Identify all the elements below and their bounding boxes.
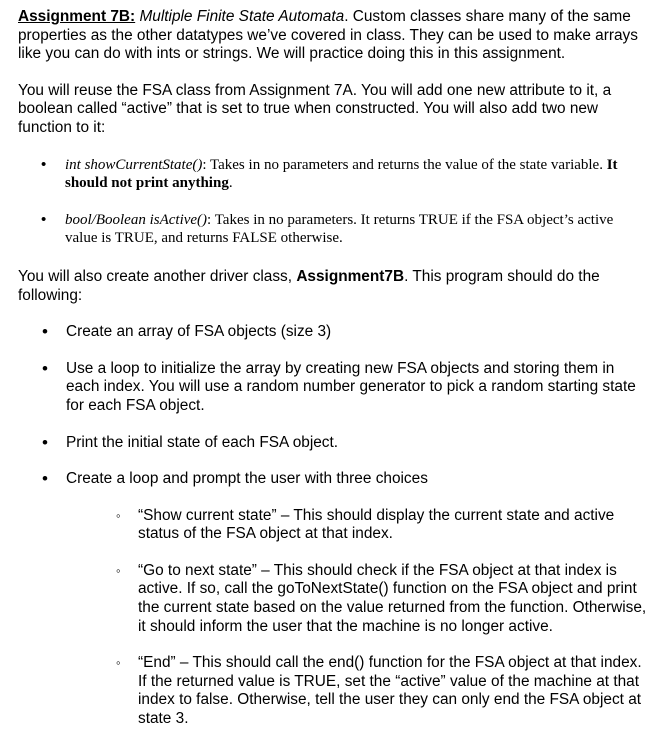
- function-suffix: .: [228, 175, 233, 192]
- function-list: [18, 156, 648, 248]
- function-signature: bool/Boolean isActive(): [65, 211, 208, 228]
- assignment-subtitle: Multiple Finite State Automata: [139, 8, 345, 25]
- driver-paragraph: [18, 268, 648, 305]
- driver-class-name: Assignment7B: [296, 267, 405, 285]
- function-description: : Takes in no parameters and returns the value of the state variable.: [202, 156, 607, 173]
- step-item: • Create an array of FSA objects (size 3): [18, 323, 648, 342]
- reuse-paragraph: You will reuse the FSA class from Assignment 7A. You will add one new attribute to it, a boolean called “active” that is set to true when constructed. You will also add two new function to it:: [18, 81, 612, 136]
- driver-prefix: You will also create another driver class,: [18, 267, 297, 285]
- intro-paragraph: [18, 8, 648, 64]
- assignment-title-label: Assignment 7B:: [18, 8, 136, 25]
- step-text: Create a loop and prompt the user with three choices: [66, 470, 428, 488]
- steps-list: [18, 323, 648, 729]
- function-item: [18, 211, 648, 248]
- function-emphasis: It should not print anything: [65, 156, 618, 192]
- choices-list: [66, 507, 648, 729]
- driver-suffix: . This program should do the following:: [18, 267, 600, 304]
- step-item: • Print the initial state of each FSA object.: [18, 434, 648, 453]
- choice-item: ◦ “Show current state” – This should display the current state and active status of the FSA object at that index.: [66, 507, 648, 544]
- function-item: [18, 156, 648, 193]
- choice-item: ◦ “End” – This should call the end() function for the FSA object at that index. If the returned value is TRUE, set the “active” value of the machine at that index to false. Otherwise, tell the user they can only end the FSA object at state 3.: [66, 654, 648, 728]
- assignment-document: [18, 8, 648, 729]
- step-item: [18, 470, 648, 729]
- intro-text: . Custom classes share many of the same properties as the other datatypes we’ve covered in class. They can be used to make arrays like you can do with ints or strings. We will practice doing this in this assignment.: [18, 8, 638, 63]
- choice-item: ◦ “Go to next state” – This should check if the FSA object at that index is active. If so, call the goToNextState() function on the FSA object and print the current state based on the value returned from the function. Otherwise, it should inform the user that the machine is no longer active.: [66, 562, 648, 636]
- step-item: • Use a loop to initialize the array by creating new FSA objects and storing them in each index. You will use a random number generator to pick a random starting state for each FSA object.: [18, 360, 648, 416]
- function-description: : Takes in no parameters. It returns TRUE if the FSA object’s active value is TRUE, and returns FALSE otherwise.: [65, 211, 614, 247]
- function-signature: int showCurrentState(): [65, 156, 203, 173]
